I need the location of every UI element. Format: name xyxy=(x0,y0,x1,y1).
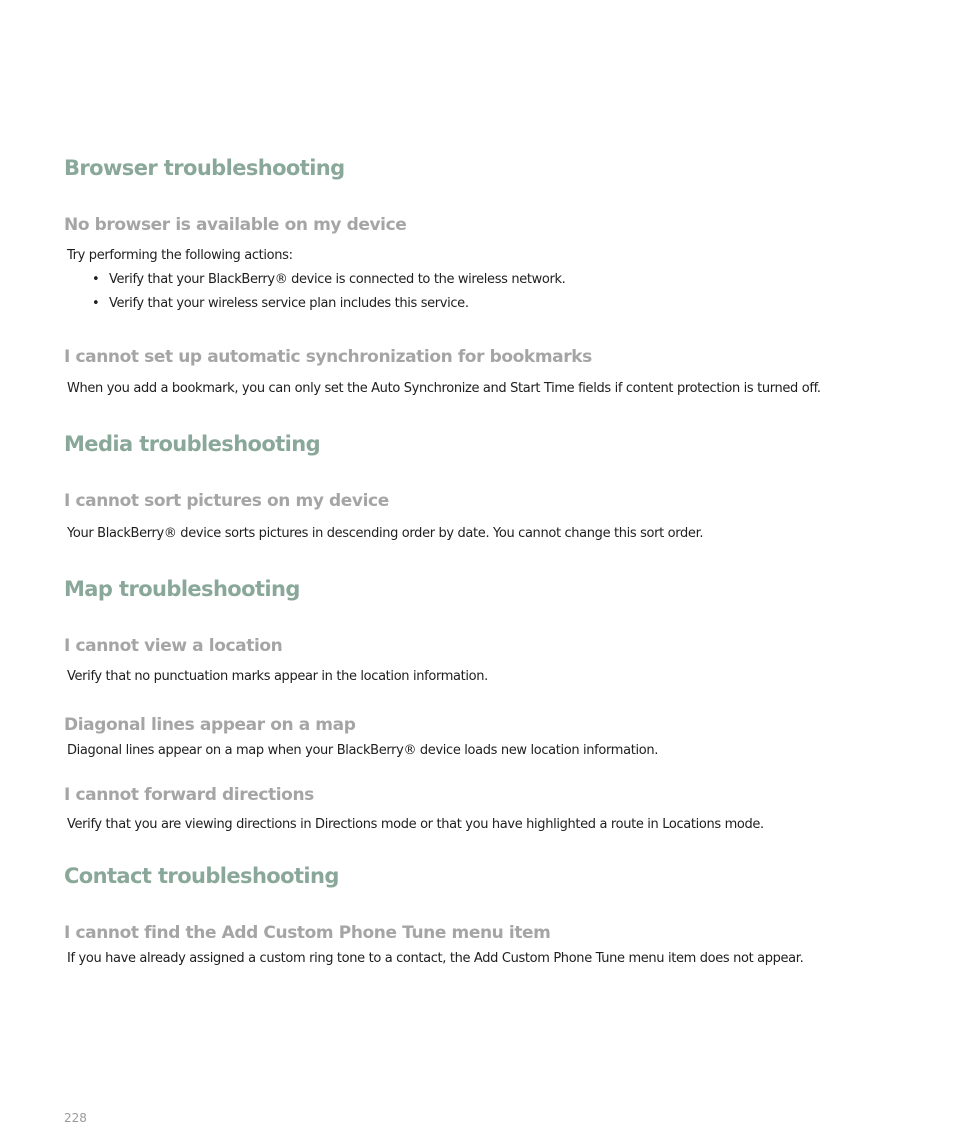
topic-body: Verify that no punctuation marks appear in the location information. xyxy=(67,669,488,684)
page-number: 228 xyxy=(64,1111,87,1125)
section-heading-browser: Browser troubleshooting xyxy=(64,156,345,180)
topic-body: If you have already assigned a custom ring tone to a contact, the Add Custom Phone Tune menu item does not appear. xyxy=(67,951,804,966)
topic-body: Your BlackBerry® device sorts pictures in descending order by date. You cannot change this sort order. xyxy=(67,526,704,541)
topic-body: Verify that you are viewing directions in Directions mode or that you have highlighted a route in Locations mode. xyxy=(67,817,764,832)
section-heading-contact: Contact troubleshooting xyxy=(64,864,339,888)
topic-heading-view-location: I cannot view a location xyxy=(64,636,283,656)
topic-heading-no-browser: No browser is available on my device xyxy=(64,215,407,235)
topic-body: When you add a bookmark, you can only set the Auto Synchronize and Start Time fields if content protection is turned off. xyxy=(67,381,821,396)
section-heading-media: Media troubleshooting xyxy=(64,432,321,456)
section-heading-map: Map troubleshooting xyxy=(64,577,300,601)
bullet-icon: • xyxy=(92,296,100,311)
topic-heading-forward-directions: I cannot forward directions xyxy=(64,785,314,805)
bullet-icon: • xyxy=(92,272,100,287)
topic-intro: Try performing the following actions: xyxy=(67,248,293,263)
bullet-item: Verify that your wireless service plan includes this service. xyxy=(109,296,469,311)
topic-body: Diagonal lines appear on a map when your BlackBerry® device loads new location information. xyxy=(67,743,658,758)
topic-heading-phone-tune: I cannot find the Add Custom Phone Tune menu item xyxy=(64,923,551,943)
topic-heading-sort-pictures: I cannot sort pictures on my device xyxy=(64,491,389,511)
topic-heading-diagonal-lines: Diagonal lines appear on a map xyxy=(64,715,356,735)
topic-heading-bookmark-sync: I cannot set up automatic synchronization for bookmarks xyxy=(64,347,592,367)
bullet-item: Verify that your BlackBerry® device is connected to the wireless network. xyxy=(109,272,566,287)
